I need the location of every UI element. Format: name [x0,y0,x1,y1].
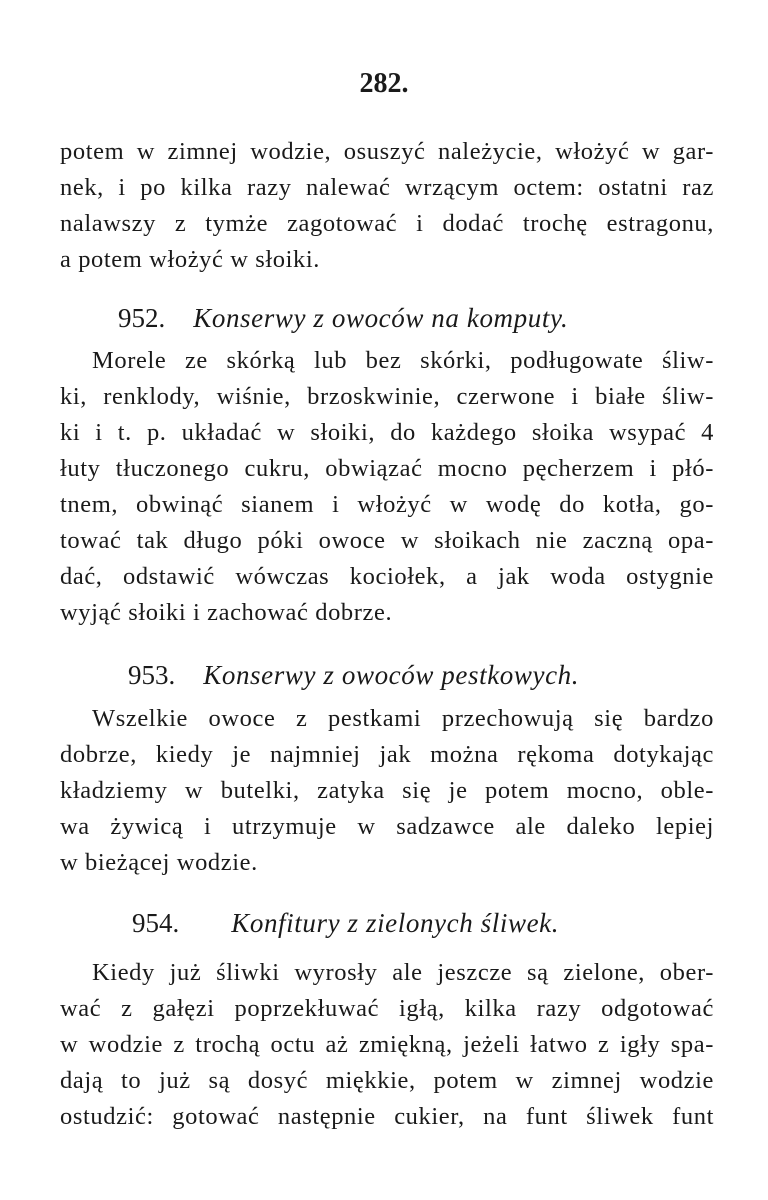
text-line: potem w zimnej wodzie, osuszyć należycie, włożyć w gar- [60,138,714,165]
section-number: 952. [118,303,166,333]
section-number: 954. [132,908,180,938]
section-title: Konserwy z owoców na komputy. [193,303,569,333]
text-line: ostudzić: gotować następnie cukier, na funt śliwek funt [60,1103,714,1130]
text-line: tować tak długo póki owoce w słoikach nie zaczną opa- [60,527,714,554]
section-number: 953. [128,660,176,690]
text-line: w wodzie z trochą octu aż zmiękną, jeżeli łatwo z igły spa- [60,1031,714,1058]
text-line: Wszelkie owoce z pestkami przechowują się bardzo [92,705,714,732]
text-line: w bieżącej wodzie. [60,849,258,876]
section-heading [118,303,568,334]
text-line: dobrze, kiedy je najmniej jak można rękoma dotykając [60,741,714,768]
text-line: a potem włożyć w słoiki. [60,246,321,273]
section-title: Konfitury z zielonych śliwek. [231,908,560,938]
text-line: Morele ze skórką lub bez skórki, podługowate śliw- [92,347,714,374]
text-line: tnem, obwinąć sianem i włożyć w wodę do kotła, go- [60,491,714,518]
text-line: wać z gałęzi poprzekłuwać igłą, kilka razy odgotować [60,995,714,1022]
section-title: Konserwy z owoców pestkowych. [203,660,580,690]
page-number: 282. [359,68,409,99]
text-line: wa żywicą i utrzymuje w sadzawce ale daleko lepiej [60,813,714,840]
section-heading [128,660,579,691]
text-line: kładziemy w butelki, zatyka się je potem mocno, oble- [60,777,714,804]
text-line: ki, renklody, wiśnie, brzoskwinie, czerwone i białe śliw- [60,383,714,410]
text-line: Kiedy już śliwki wyrosły ale jeszcze są zielone, ober- [92,959,714,986]
text-line: dają to już są dosyć miękkie, potem w zimnej wodzie [60,1067,714,1094]
text-line: dać, odstawić wówczas kociołek, a jak woda ostygnie [60,563,714,590]
text-line: nek, i po kilka razy nalewać wrzącym octem: ostatni raz [60,174,714,201]
text-line: wyjąć słoiki i zachować dobrze. [60,599,393,626]
text-line: łuty tłuczonego cukru, obwiązać mocno pęcherzem i płó- [60,455,714,482]
text-line: ki i t. p. układać w słoiki, do każdego słoika wsypać 4 [60,419,714,446]
section-heading [132,908,559,939]
text-line: nalawszy z tymże zagotować i dodać trochę estragonu, [60,210,714,237]
